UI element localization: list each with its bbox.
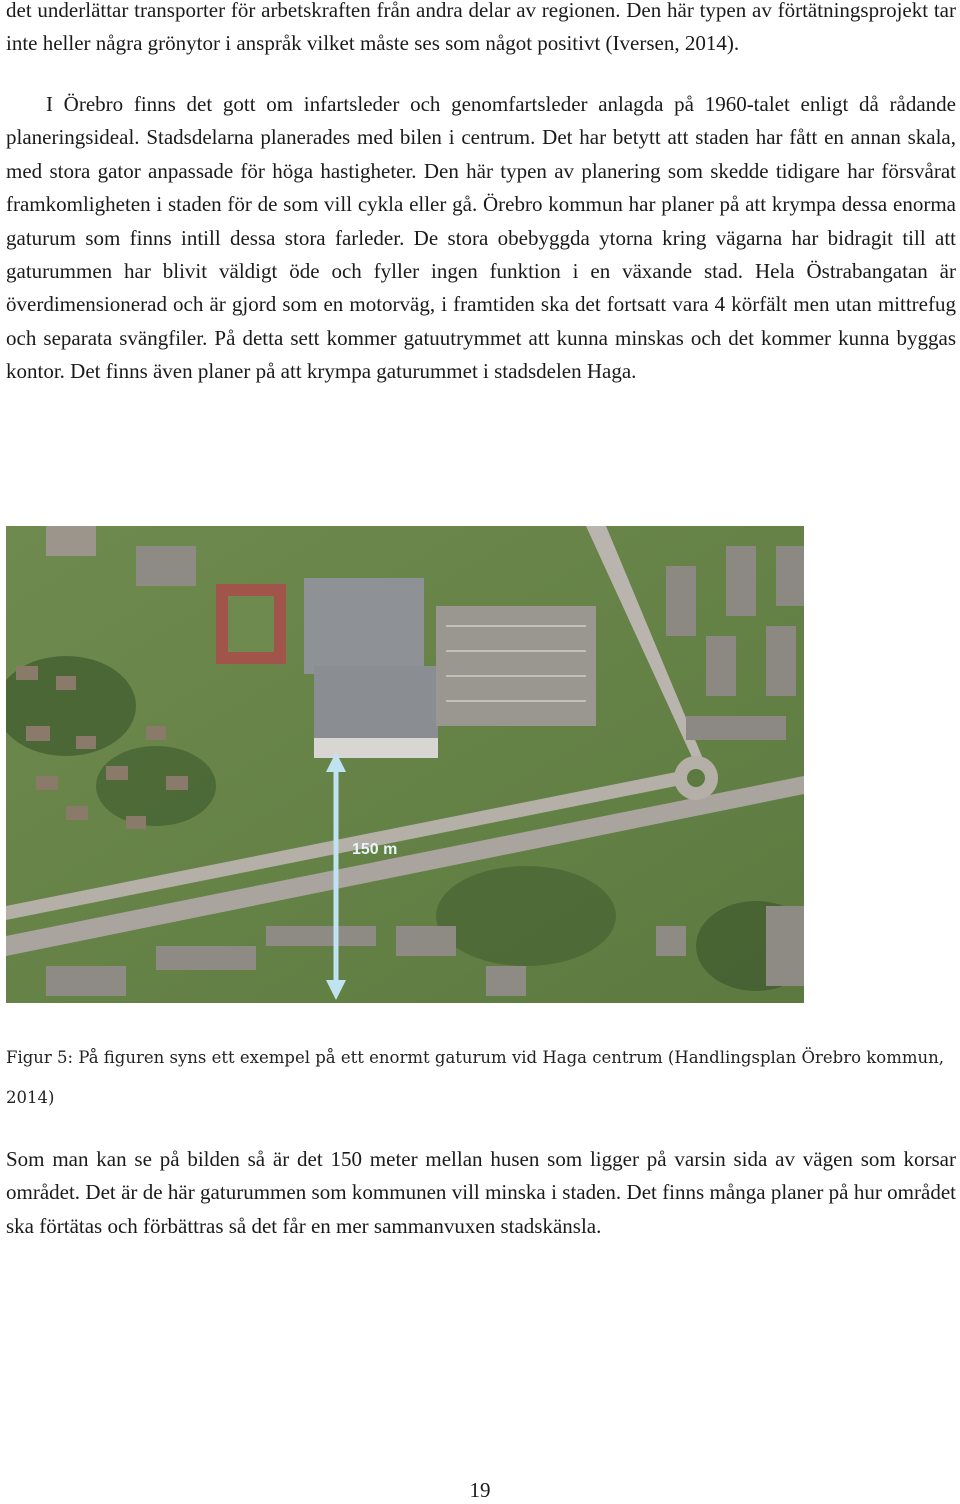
paragraph-conclusion: Som man kan se på bilden så är det 150 meter mellan husen som ligger på varsin sida av vägen som korsar området. Det är de här gaturummen som kommunen vill minska i staden. Det finns många planer på hur området ska förtätas och förbättras så det får en mer sammanvuxen stadskänsla. bbox=[6, 1147, 956, 1238]
distance-label: 150 m bbox=[352, 841, 398, 858]
paragraph-infartsleder: I Örebro finns det gott om infartsleder och genomfartsleder anlagda på 1960-talet enligt då rådande planeringsideal. Stadsdelarna planerades med bilen i centrum. Det har betytt att staden har fått en annan skala, med stora gator anpassade för höga hastigheter. Den här typen av planering som skedde tidigare har försvårat framkomligheten i staden för de som vill cykla eller gå. Örebro kommun har planer på att krympa dessa enorma gaturum som finns intill dessa stora farleder. De stora obebyggda ytorna kring vägarna har bidragit till att gaturummen har blivit väldigt öde och fyller ingen funktion i en växande stad. Hela Östrabangatan är överdimensionerad och är gjord som en motorväg, i framtiden ska det fortsatt vara 4 körfält men utan mittrefug och separata svängfiler. På detta sett kommer gatuutrymmet att kunna minskas och det kommer kunna byggas kontor. Det finns även planer på att krympa gaturummet i stadsdelen Haga. bbox=[6, 92, 956, 384]
paragraph-intro: det underlättar transporter för arbetskraften från andra delar av regionen. Den här typen av förtätningsprojekt tar inte heller några grönytor i anspråk vilket måste ses som något positivt (Iversen, 2014). bbox=[6, 0, 956, 56]
page-number: 19 bbox=[469, 1478, 491, 1502]
figure-caption: Figur 5: På figuren syns ett exempel på ett enormt gaturum vid Haga centrum (Handlingsplan Örebro kommun, 2014) bbox=[6, 1048, 945, 1107]
aerial-photo-haga-centrum bbox=[6, 526, 804, 1003]
